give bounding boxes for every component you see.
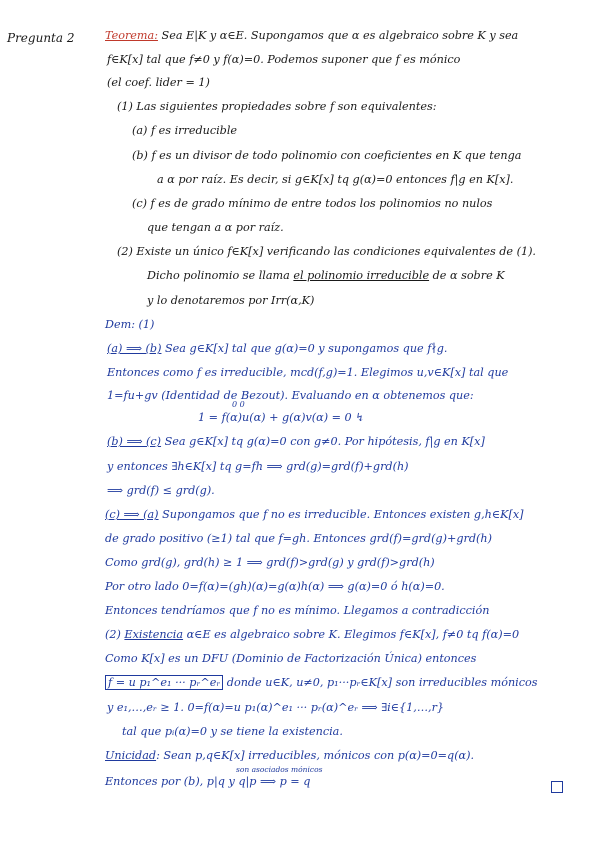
proof-ca-label: (c) ⟹ (a): [105, 508, 159, 521]
question-label: Pregunta 2: [7, 31, 75, 45]
property-1b-line-1: (b) f es un divisor de todo polinomio con coeficientes en K que tenga: [132, 149, 522, 162]
proof-ab-line-2: Entonces como f es irreducible, mcd(f,g)=1. Elegimos u,v∈K[x] tal que: [107, 366, 509, 379]
proof-ab-line-4: 1 = f(α)u(α) + g(α)v(α) = 0 ↯: [198, 411, 365, 424]
proof-existence-line-3: [105, 676, 537, 690]
property-1c-line-1: (c) f es de grado mínimo de entre todos los polinomios no nulos: [132, 197, 493, 210]
proof-bc-text: Sea g∈K[x] tq g(α)=0 con g≠0. Por hipótesis, f|g en K[x]: [164, 435, 485, 448]
proof-ab-line-1: [107, 342, 447, 356]
proof-ab-zero-marks: 0 0: [232, 400, 245, 409]
definition-suffix: de α sobre K: [429, 269, 505, 282]
qed-square-icon: [551, 781, 563, 793]
proof-existence-number: (2): [105, 628, 125, 641]
theorem-line-3: (el coef. lider = 1): [107, 76, 210, 89]
property-1: (1) Las siguientes propiedades sobre f son equivalentes:: [117, 100, 437, 113]
proof-uniqueness-note: son asociados mónicos: [236, 765, 323, 774]
proof-ca-line-2: de grado positivo (≥1) tal que f=gh. Entonces grd(f)=grd(g)+grd(h): [105, 532, 492, 545]
proof-bc-line-3: ⟹ grd(f) ≤ grd(g).: [107, 484, 215, 497]
proof-bc-line-2: y entonces ∃h∈K[x] tq g=fh ⟹ grd(g)=grd(f)+grd(h): [107, 460, 409, 473]
theorem-intro: [105, 29, 518, 43]
proof-ca-line-1: [105, 508, 524, 522]
proof-existence-line-4: y e₁,…,eᵣ ≥ 1. 0=f(α)=u p₁(α)^e₁ ··· pᵣ(α)^eᵣ ⟹ ∃i∈{1,…,r}: [107, 701, 445, 714]
proof-existence-text: α∈E es algebraico sobre K. Elegimos f∈K[x], f≠0 tq f(α)=0: [186, 628, 520, 641]
proof-existence-line-1: [105, 628, 519, 642]
proof-uniqueness-label: Unicidad: [105, 749, 157, 762]
proof-existence-factor-text: donde u∈K, u≠0, p₁···pᵣ∈K[x] son irreducibles mónicos: [226, 676, 538, 689]
proof-ca-line-5: Entonces tendríamos que f no es mínimo. Llegamos a contradicción: [105, 604, 490, 617]
proof-ab-line-3: 1=fu+gv (Identidad de Bezout). Evaluando en α obtenemos que:: [107, 389, 474, 402]
property-1b-line-2: a α por raíz. Es decir, si g∈K[x] tq g(α)=0 entonces f|g en K[x].: [157, 173, 514, 186]
proof-uniqueness-line-1: [105, 749, 474, 763]
property-1c-line-2: que tengan a α por raíz.: [147, 221, 284, 234]
property-2-line-1: (2) Existe un único f∈K[x] verificando las condiciones equivalentes de (1).: [117, 245, 536, 258]
proof-uniqueness-text: : Sean p,q∈K[x] irreducibles, mónicos con p(α)=0=q(α).: [156, 749, 475, 762]
theorem-line-2: f∈K[x] tal que f≠0 y f(α)=0. Podemos suponer que f es mónico: [107, 53, 461, 66]
factorization-box: f = u p₁^e₁ ··· pᵣ^eᵣ: [105, 675, 223, 690]
proof-heading: Dem: (1): [105, 318, 155, 331]
proof-ab-label: (a) ⟹ (b): [107, 342, 162, 355]
proof-existence-line-5: tal que pᵢ(α)=0 y se tiene la existencia.: [122, 725, 343, 738]
definition-term: el polinomio irreducible: [293, 269, 430, 282]
proof-ca-line-3: Como grd(g), grd(h) ≥ 1 ⟹ grd(f)>grd(g) y grd(f)>grd(h): [105, 556, 435, 569]
proof-existence-line-2: Como K[x] es un DFU (Dominio de Factorización Única) entonces: [105, 652, 477, 665]
proof-ca-line-4: Por otro lado 0=f(α)=(gh)(α)=g(α)h(α) ⟹ g(α)=0 ó h(α)=0.: [105, 580, 445, 593]
proof-existence-label: Existencia: [124, 628, 184, 641]
property-2-line-2: [147, 269, 505, 283]
theorem-intro-text: Sea E|K y α∈E. Supongamos que α es algebraico sobre K y sea: [161, 29, 519, 42]
definition-prefix: Dicho polinomio se llama: [147, 269, 294, 282]
proof-bc-line-1: [107, 435, 485, 449]
theorem-title: Teorema:: [105, 29, 158, 42]
property-2-line-3: y lo denotaremos por Irr(α,K): [147, 294, 315, 307]
property-1a: (a) f es irreducible: [132, 124, 238, 137]
proof-ca-text: Supongamos que f no es irreducible. Entonces existen g,h∈K[x]: [162, 508, 524, 521]
proof-bc-label: (b) ⟹ (c): [107, 435, 162, 448]
proof-ab-text: Sea g∈K[x] tal que g(α)=0 y supongamos que f∤g.: [165, 342, 448, 355]
proof-uniqueness-line-2: Entonces por (b), p|q y q|p ⟹ p = q: [105, 775, 311, 788]
